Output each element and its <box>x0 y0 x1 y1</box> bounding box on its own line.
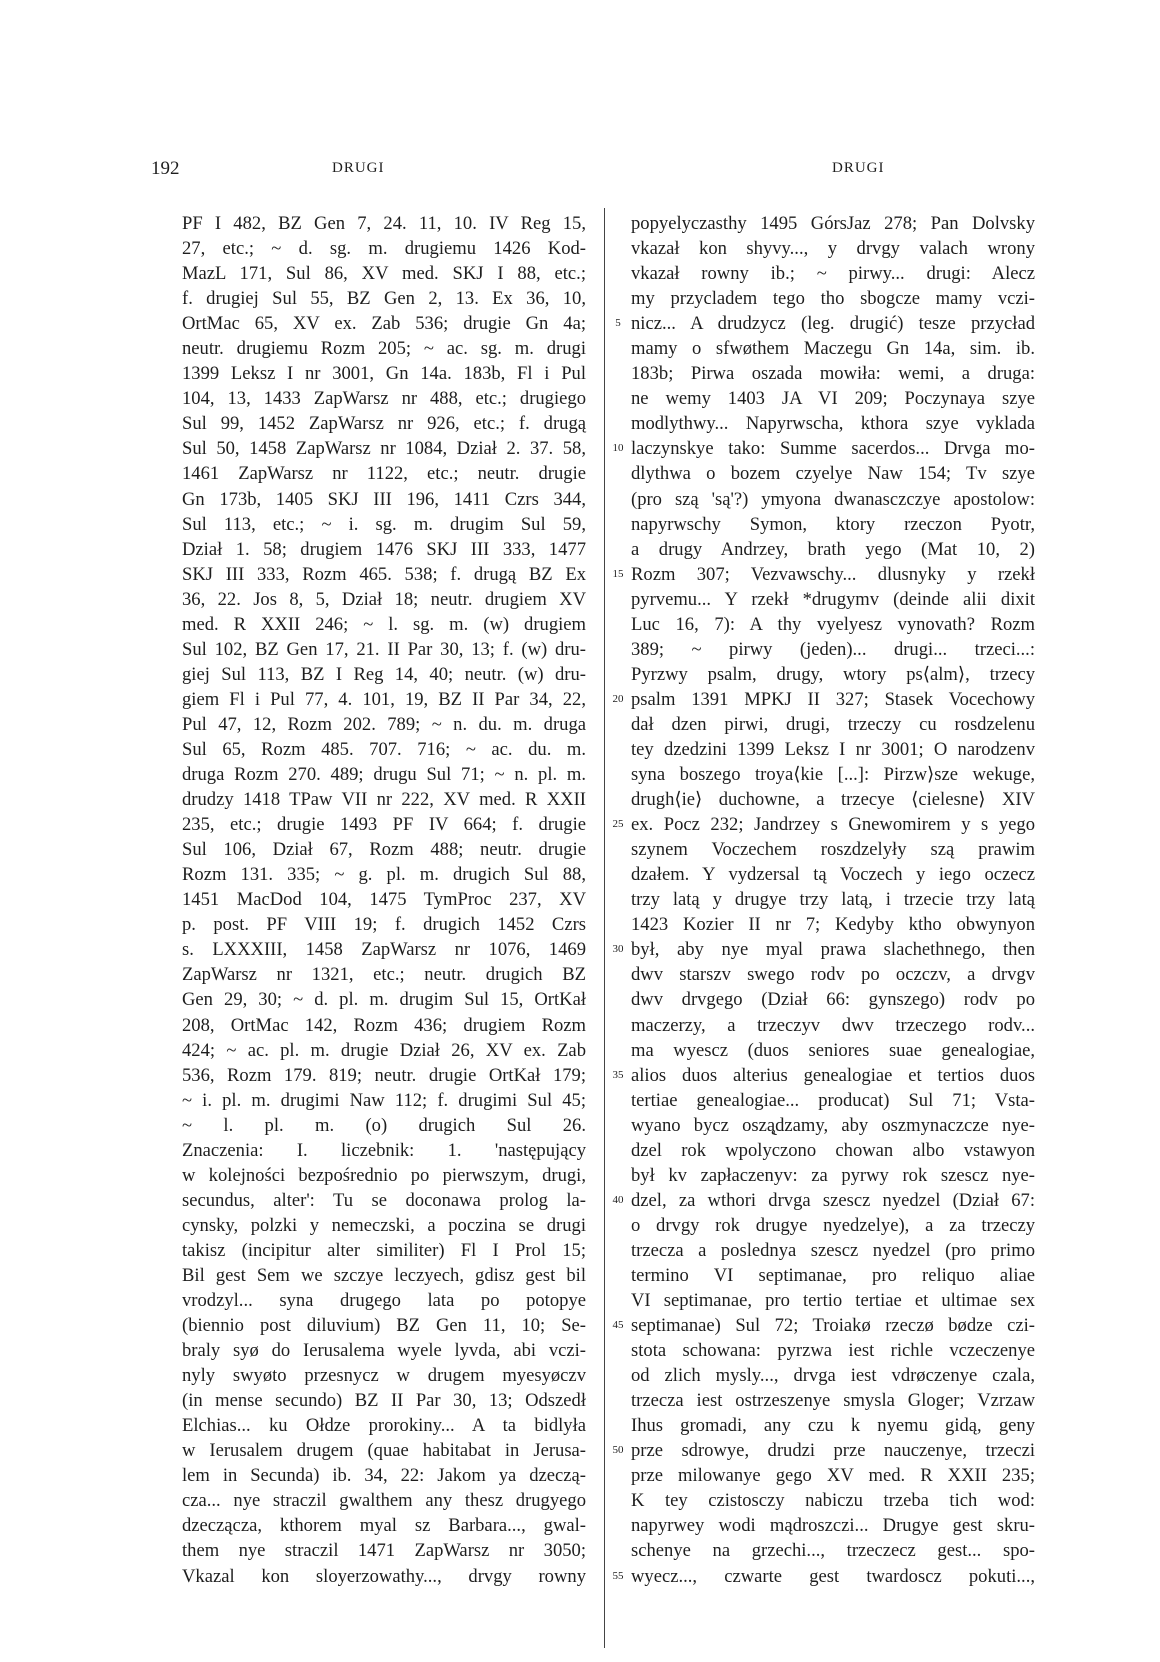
text-line: 1451 MacDod 104, 1475 TymProc 237, XV <box>182 889 586 911</box>
text-line: trzy latą y drugye trzy latą, i trzecie trzy latą <box>631 889 1035 911</box>
text-line: dzeczącza, kthorem myal sz Barbara..., gwal- <box>182 1515 586 1537</box>
text-line: tertiae genealogiae... producat) Sul 71; Vsta- <box>631 1089 1035 1111</box>
text-line: 208, OrtMac 142, Rozm 436; drugiem Rozm <box>182 1014 586 1036</box>
text-line: ma wyescz (duos seniores suae genealogiae, <box>631 1039 1035 1061</box>
text-line: ZapWarsz nr 1321, etc.; neutr. drugich BZ <box>182 964 586 986</box>
text-line: 235, etc.; drugie 1493 PF IV 664; f. drugie <box>182 814 586 836</box>
text-line: alios duos alterius genealogiae et tertios duos <box>631 1064 1035 1086</box>
text-line: od zlich mysly..., drvga iest vdrøczenye czala, <box>631 1365 1035 1387</box>
column-rule <box>604 208 605 1648</box>
text-line: druga Rozm 270. 489; drugu Sul 71; ~ n. pl. m. <box>182 764 586 786</box>
text-line: Pul 47, 12, Rozm 202. 789; ~ n. du. m. druga <box>182 713 586 735</box>
text-line: p. post. PF VIII 19; f. drugich 1452 Czrs <box>182 914 586 936</box>
text-line: dwv starszv swego rodv po oczczv, a drvgv <box>631 964 1035 986</box>
text-line: pyrvemu... Y rzekł *drugymv (deinde alii dixit <box>631 588 1035 610</box>
text-line: wyano bycz oszą̨dzamy, aby oszmynaczcze nye- <box>631 1114 1035 1136</box>
text-line: drudzy 1418 TPaw VII nr 222, XV med. R XXII <box>182 789 586 811</box>
text-line: 536, Rozm 179. 819; neutr. drugie OrtKał 179; <box>182 1064 586 1086</box>
text-line: trzecza iest ostrzeszenye smysla Gloger; Vzrzaw <box>631 1390 1035 1412</box>
text-line: Ihus gromadi, any czu k nyemu gidą, geny <box>631 1415 1035 1437</box>
text-line: w kolejności bezpośrednio po pierwszym, drugi, <box>182 1164 586 1186</box>
text-line: psalm 1391 MPKJ II 327; Stasek Vocechowy <box>631 688 1035 710</box>
text-line: med. R XXII 246; ~ l. sg. m. (w) drugiem <box>182 613 586 635</box>
left-column <box>182 211 586 1589</box>
text-line: Rozm 307; Vezvawschy... dlusnyky y rzekł <box>631 563 1035 585</box>
text-line: dzel, za wthori drvga szescz nyedzel (Dział 67: <box>631 1189 1035 1211</box>
text-line: ex. Pocz 232; Jandrzey s Gnewomirem y s yego <box>631 814 1035 836</box>
text-line: napyrwschy Symon, ktory rzeczon Pyotr, <box>631 513 1035 535</box>
text-line: Vkazal kon sloyerzowathy..., drvgy rowny <box>182 1565 586 1587</box>
text-line: septimanae) Sul 72; Troiakø rzeczø bødze czi- <box>631 1315 1035 1337</box>
text-line: K tey czistosczy nabiczu trzeba tich wod: <box>631 1490 1035 1512</box>
text-line: ne wemy 1403 JA VI 209; Poczynaya szye <box>631 388 1035 410</box>
text-line: dwv drvgego (Dział 66: gynszego) rodv po <box>631 989 1035 1011</box>
page-number: 192 <box>151 158 180 179</box>
text-line: neutr. drugiemu Rozm 205; ~ ac. sg. m. drugi <box>182 338 586 360</box>
text-line: wyecz..., czwarte gest twardoscz pokuti..., <box>631 1565 1035 1587</box>
line-number: 55 <box>612 1569 624 1582</box>
line-number: 5 <box>615 317 621 330</box>
text-line: giej Sul 113, BZ I Reg 14, 40; neutr. (w) dru- <box>182 663 586 685</box>
text-line: trzecza a poslednya szescz nyedzel (pro primo <box>631 1239 1035 1261</box>
text-line: Sul 50, 1458 ZapWarsz nr 1084, Dział 2. 37. 58, <box>182 438 586 460</box>
text-line: SKJ III 333, Rozm 465. 538; f. drugą BZ Ex <box>182 563 586 585</box>
text-line: prze milowanye gego XV med. R XXII 235; <box>631 1465 1035 1487</box>
text-line: Sul 113, etc.; ~ i. sg. m. drugim Sul 59, <box>182 513 586 535</box>
text-line: 36, 22. Jos 8, 5, Dział 18; neutr. drugiem XV <box>182 588 586 610</box>
text-line: Pyrzwy psalm, drugy, wtory ps⟨alm⟩, trzecy <box>631 663 1035 685</box>
text-line: my przycladem tego tho sbogcze mamy vczi- <box>631 288 1035 310</box>
text-line: 1461 ZapWarsz nr 1122, etc.; neutr. drugie <box>182 463 586 485</box>
text-line: Sul 65, Rozm 485. 707. 716; ~ ac. du. m. <box>182 738 586 760</box>
line-number: 20 <box>612 692 624 705</box>
text-line: modlythwy... Napyrwscha, kthora szye vyklada <box>631 413 1035 435</box>
text-line: takisz (incipitur alter similiter) Fl I Prol 15; <box>182 1239 586 1261</box>
text-line: Sul 99, 1452 ZapWarsz nr 926, etc.; f. drugą <box>182 413 586 435</box>
line-number: 25 <box>612 818 624 831</box>
text-line: Sul 106, Dział 67, Rozm 488; neutr. drugie <box>182 839 586 861</box>
text-line: 389; ~ pirwy (jeden)... drugi... trzeci...: <box>631 638 1035 660</box>
text-line: nyly swyøto przesnycz w drugem myesyøczv <box>182 1365 586 1387</box>
text-line: schenye na grzechi..., trzeczecz gest... spo- <box>631 1540 1035 1562</box>
text-line: 1423 Kozier II nr 7; Kedyby ktho obwynyon <box>631 914 1035 936</box>
text-line: (pro szą 'są'?) ymyona dwanasczczye apostolow: <box>631 488 1035 510</box>
text-line: giem Fl i Pul 77, 4. 101, 19, BZ II Par 34, 22, <box>182 688 586 710</box>
text-line: laczynskye tako: Summe sacerdos... Drvga mo- <box>631 438 1035 460</box>
text-line: 424; ~ ac. pl. m. drugie Dział 26, XV ex. Zab <box>182 1039 586 1061</box>
text-line: 183b; Pirwa oszada mowiła: wemi, a druga: <box>631 363 1035 385</box>
text-line: stota schowana: pyrzwa iest richle vczeczenye <box>631 1340 1035 1362</box>
line-number: 15 <box>612 567 624 580</box>
right-column <box>631 211 1035 1589</box>
text-line: vrodzyl... syna drugego lata po potopye <box>182 1290 586 1312</box>
text-line: 27, etc.; ~ d. sg. m. drugiemu 1426 Kod- <box>182 238 586 260</box>
text-line: (in mense secundo) BZ II Par 30, 13; Odszedł <box>182 1390 586 1412</box>
text-line: w Ierusalem drugem (quae habitabat in Jerusa- <box>182 1440 586 1462</box>
text-line: VI septimanae, pro tertio tertiae et ultimae sex <box>631 1290 1035 1312</box>
text-line: był kv zapłaczenyv: za pyrwy rok szescz nye- <box>631 1164 1035 1186</box>
text-line: cza... nye straczil gwalthem any thesz drugyego <box>182 1490 586 1512</box>
text-line: 104, 13, 1433 ZapWarsz nr 488, etc.; drugiego <box>182 388 586 410</box>
running-head-right: DRUGI <box>832 160 885 176</box>
text-line: maczerzy, a trzeczyv dwv trzeczego rodv... <box>631 1014 1035 1036</box>
text-line: tey dzedzini 1399 Leksz I nr 3001; O narodzenv <box>631 738 1035 760</box>
text-line: termino VI septimanae, pro reliquo aliae <box>631 1264 1035 1286</box>
text-line: Dział 1. 58; drugiem 1476 SKJ III 333, 1477 <box>182 538 586 560</box>
text-line: dzałem. Y vydzersal tą Voczech y iego oczecz <box>631 864 1035 886</box>
text-line: szynem Voczechem roszdzelyły szą prawim <box>631 839 1035 861</box>
text-line: mamy o sfwøthem Maczegu Gn 14a, sim. ib. <box>631 338 1035 360</box>
text-line: Sul 102, BZ Gen 17, 21. II Par 30, 13; f. (w) dru- <box>182 638 586 660</box>
line-number: 45 <box>612 1319 624 1332</box>
text-line: Luc 16, 7): A thy vyelyesz vynovath? Rozm <box>631 613 1035 635</box>
text-line: Gn 173b, 1405 SKJ III 196, 1411 Czrs 344, <box>182 488 586 510</box>
text-line: braly syø do Ierusalema wyele lyvda, abi vczi- <box>182 1340 586 1362</box>
text-line: s. LXXXIII, 1458 ZapWarsz nr 1076, 1469 <box>182 939 586 961</box>
text-line: syna boszego troya⟨kie [...]: Pirzw⟩sze wekuge, <box>631 764 1035 786</box>
text-line: Elchias... ku Ołdze prorokiny... A ta bidlyła <box>182 1415 586 1437</box>
text-line: cynsky, polzki y nemeczski, a poczina se drugi <box>182 1214 586 1236</box>
line-number: 30 <box>612 943 624 956</box>
text-line: Znaczenia: I. liczebnik: 1. 'następujący <box>182 1139 586 1161</box>
text-line: MazL 171, Sul 86, XV med. SKJ I 88, etc.; <box>182 263 586 285</box>
text-line: secundus, alter': Tu se doconawa prolog la- <box>182 1189 586 1211</box>
text-line: nicz... A drudzycz (leg. drugić) tesze przycład <box>631 313 1035 335</box>
text-line: prze sdrowye, drudzi prze nauczenye, trzeczi <box>631 1440 1035 1462</box>
text-line: napyrwey wodi mądroszczi... Drugye gest skru- <box>631 1515 1035 1537</box>
text-line: dlythwa o bozem czyelye Naw 154; Tv szye <box>631 463 1035 485</box>
line-number: 35 <box>612 1068 624 1081</box>
line-number: 40 <box>612 1193 624 1206</box>
text-line: dzel rok wpolyczono chowan albo vstawyon <box>631 1139 1035 1161</box>
text-line: ~ l. pl. m. (o) drugich Sul 26. <box>182 1114 586 1136</box>
text-line: Gen 29, 30; ~ d. pl. m. drugim Sul 15, OrtKał <box>182 989 586 1011</box>
running-head-left: DRUGI <box>332 160 385 176</box>
text-line: był, aby nye myal prawa slachethnego, then <box>631 939 1035 961</box>
line-number: 50 <box>612 1444 624 1457</box>
text-line: OrtMac 65, XV ex. Zab 536; drugie Gn 4a; <box>182 313 586 335</box>
text-line: a drugy Andrzey, brath yego (Mat 10, 2) <box>631 538 1035 560</box>
text-line: ~ i. pl. m. drugimi Naw 112; f. drugimi Sul 45; <box>182 1089 586 1111</box>
text-line: Rozm 131. 335; ~ g. pl. m. drugich Sul 88, <box>182 864 586 886</box>
line-number: 10 <box>612 442 624 455</box>
text-line: f. drugiej Sul 55, BZ Gen 2, 13. Ex 36, 10, <box>182 288 586 310</box>
text-line: (biennio post diluvium) BZ Gen 11, 10; Se- <box>182 1315 586 1337</box>
text-line: dał dzen pirwi, drugi, trzeczy cu rosdzelenu <box>631 713 1035 735</box>
text-line: Bil gest Sem we szczye leczyech, gdisz gest bil <box>182 1264 586 1286</box>
text-line: PF I 482, BZ Gen 7, 24. 11, 10. IV Reg 15, <box>182 213 586 234</box>
text-line: o drvgy rok drugye nyedzelye), a za trzeczy <box>631 1214 1035 1236</box>
text-line: vkazał kon shyvy..., y drvgy valach wrony <box>631 238 1035 260</box>
text-line: vkazał rowny ib.; ~ pirwy... drugi: Alecz <box>631 263 1035 285</box>
text-line: popyelyczasthy 1495 GórsJaz 278; Pan Dolvsky <box>631 213 1035 234</box>
text-line: lem in Secunda) ib. 34, 22: Jakom ya dzeczą- <box>182 1465 586 1487</box>
text-line: them nye straczil 1471 ZapWarsz nr 3050; <box>182 1540 586 1562</box>
text-line: 1399 Leksz I nr 3001, Gn 14a. 183b, Fl i Pul <box>182 363 586 385</box>
text-line: drugh⟨ie⟩ duchowne, a trzecye ⟨cielesne⟩ XIV <box>631 789 1035 811</box>
